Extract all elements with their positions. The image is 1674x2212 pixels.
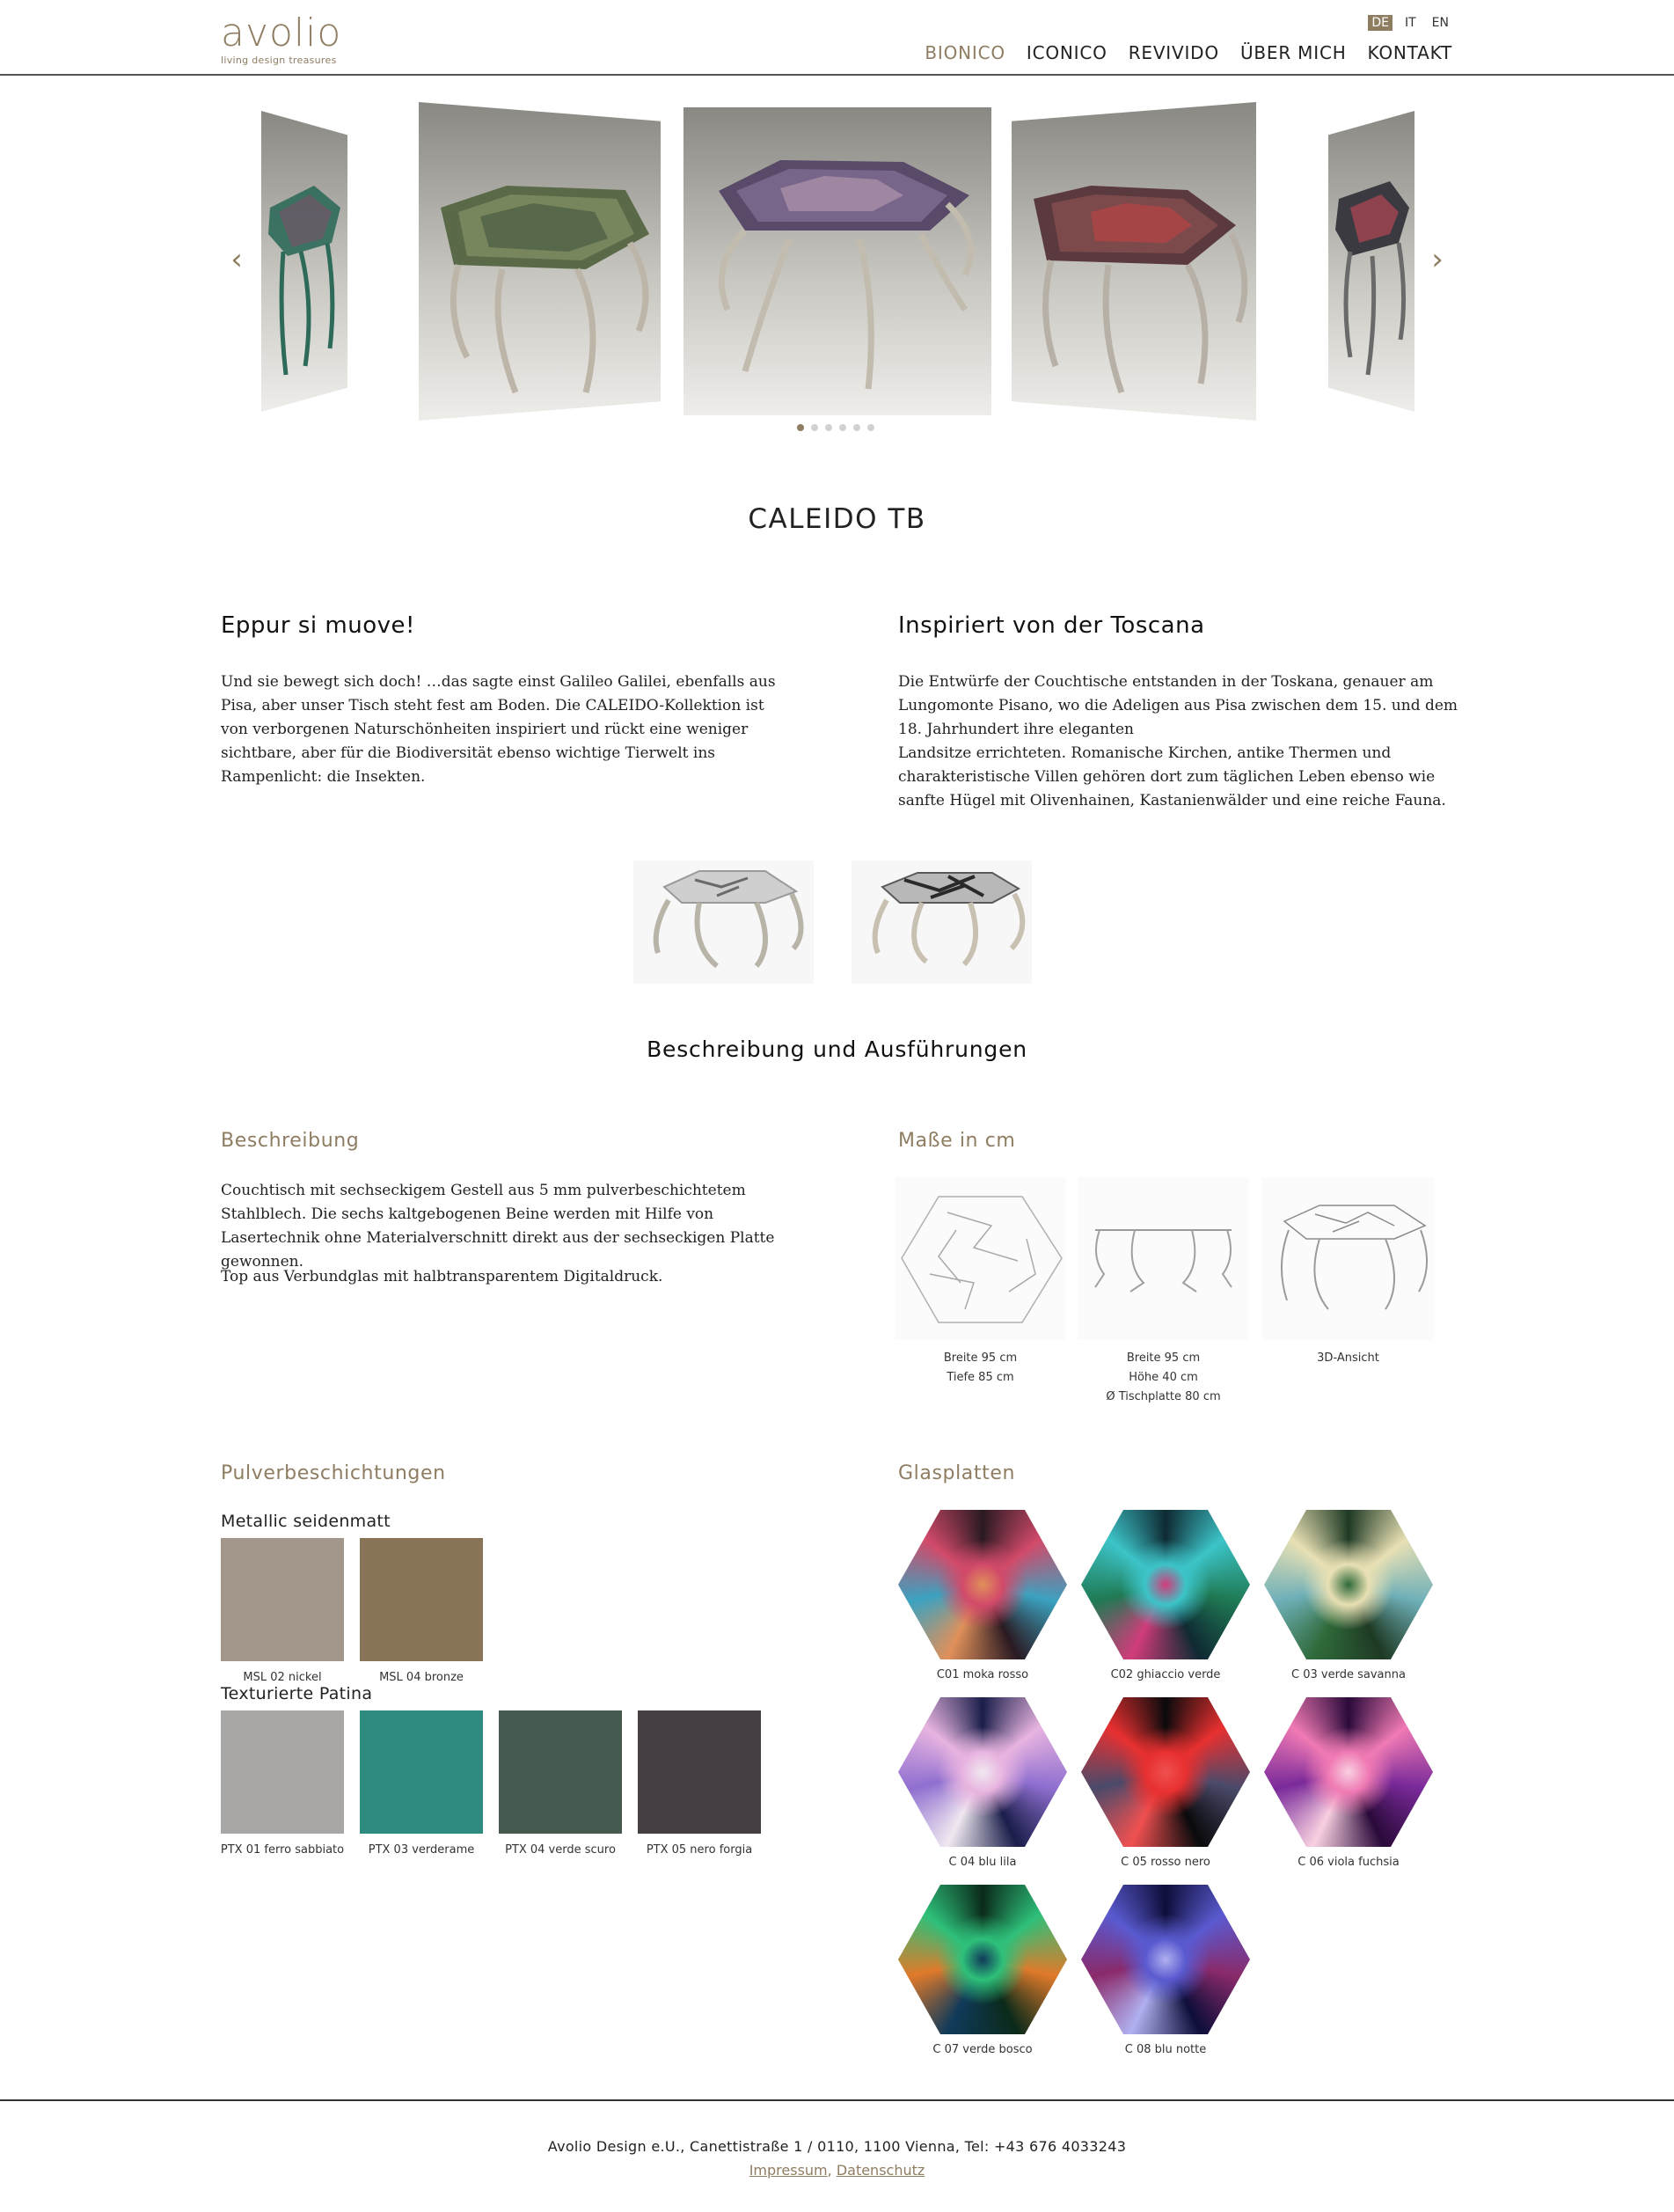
impressum-link[interactable]: Impressum: [749, 2162, 828, 2179]
dimension-caption: [895, 1349, 1066, 1388]
page-title: CALEIDO TB: [748, 503, 926, 535]
intro-right-text-2: Landsitze errichteten. Romanische Kirchen, antike Thermen und charakteristische Villen gehören dort zum täglichen Leben ebenso wie sanfte Hügel mit Olivenhainen, Kastanienwälder und eine reiche Fauna.: [898, 744, 1446, 809]
logo-tagline: living design treasures: [221, 55, 337, 66]
carousel-dot[interactable]: [839, 424, 846, 431]
glass-pattern-swatch[interactable]: [898, 1885, 1067, 2034]
dimension-line: Ø Tischplatte 80 cm: [1106, 1390, 1221, 1403]
dimension-drawing-top: [895, 1177, 1066, 1340]
glass-label: C 03 verde savanna: [1291, 1668, 1406, 1681]
glass-pattern-swatch[interactable]: [1081, 1510, 1250, 1659]
coating-swatch[interactable]: [221, 1538, 344, 1661]
carousel-slide[interactable]: [261, 111, 347, 412]
glass-pattern-swatch[interactable]: [898, 1697, 1067, 1847]
section-heading: Beschreibung und Ausführungen: [647, 1036, 1027, 1062]
chevron-right-icon[interactable]: ›: [1431, 242, 1444, 277]
dimension-caption: [1262, 1349, 1434, 1368]
language-switcher: [1368, 15, 1452, 31]
carousel-dot[interactable]: [867, 424, 874, 431]
site-footer: [0, 2099, 1674, 2212]
logo-wordmark: avolio: [221, 11, 342, 55]
coating-swatch[interactable]: [221, 1710, 344, 1834]
glass-label: C 04 blu lila: [948, 1856, 1017, 1869]
intro-left-text: Und sie bewegt sich doch! …das sagte einst Galileo Galilei, ebenfalls aus Pisa, aber unser Tisch steht fest am Boden. Die CALEIDO-Kollektion ist von verborgenen Naturschönheiten inspiriert und rückt eine weniger sichtbare, aber für die Biodiversität ebenso wichtige Tierwelt ins Rampenlicht: die Insekten.: [221, 673, 776, 786]
description-heading: Beschreibung: [221, 1130, 360, 1152]
footer-address: Avolio Design e.U., Canettistraße 1 / 0110, 1100 Vienna, Tel: +43 676 4033243: [547, 2138, 1127, 2155]
nav-kontakt[interactable]: KONTAKT: [1367, 42, 1452, 63]
glass-pattern-swatch[interactable]: [898, 1510, 1067, 1659]
site-header: [0, 0, 1674, 76]
glass-label: C 06 viola fuchsia: [1298, 1856, 1400, 1869]
glass-label: C02 ghiaccio verde: [1110, 1668, 1221, 1681]
table-sketch-image: [633, 861, 814, 984]
coating-label: PTX 03 verderame: [368, 1843, 475, 1857]
coating-label: PTX 04 verde scuro: [505, 1843, 616, 1857]
dimension-line: Tiefe 85 cm: [947, 1371, 1014, 1384]
coating-label: MSL 02 nickel: [243, 1671, 322, 1684]
glass-heading: Glasplatten: [898, 1462, 1015, 1484]
lang-de[interactable]: DE: [1368, 15, 1393, 31]
glass-label: C 05 rosso nero: [1121, 1856, 1210, 1869]
coating-group-heading: Metallic seidenmatt: [221, 1512, 391, 1531]
footer-links: [0, 2162, 1674, 2179]
coating-label: PTX 01 ferro sabbiato: [220, 1843, 345, 1857]
glass-pattern-swatch[interactable]: [1081, 1885, 1250, 2034]
lang-en[interactable]: EN: [1431, 16, 1449, 30]
glass-label: C 08 blu notte: [1124, 2043, 1207, 2056]
carousel-slide[interactable]: [683, 107, 991, 415]
dimension-line: Höhe 40 cm: [1129, 1371, 1198, 1384]
datenschutz-link[interactable]: Datenschutz: [836, 2162, 925, 2179]
dimension-drawing-side: [1078, 1177, 1249, 1340]
description-text: Couchtisch mit sechseckigem Gestell aus 5 mm pulverbeschichtetem Stahlblech. Die sechs kaltgebogenen Beine werden mit Hilfe von Lasertechnik ohne Materialverschnitt direkt aus der sechseckigen Platte gewonnen.: [221, 1182, 775, 1271]
coating-swatch[interactable]: [638, 1710, 761, 1834]
product-carousel: [0, 97, 1674, 440]
carousel-dot[interactable]: [825, 424, 832, 431]
glass-pattern-swatch[interactable]: [1081, 1697, 1250, 1847]
coatings-heading: Pulverbeschichtungen: [221, 1462, 446, 1484]
dimension-line: 3D-Ansicht: [1317, 1351, 1379, 1365]
carousel-dot[interactable]: [853, 424, 860, 431]
nav-bionico[interactable]: BIONICO: [925, 42, 1005, 63]
chevron-left-icon[interactable]: ‹: [230, 242, 243, 277]
carousel-dot[interactable]: [811, 424, 818, 431]
description-text: Top aus Verbundglas mit halbtransparentem Digitaldruck.: [221, 1268, 663, 1285]
dimension-line: Breite 95 cm: [1126, 1351, 1201, 1365]
coating-swatch[interactable]: [499, 1710, 622, 1834]
coating-label: PTX 05 nero forgia: [646, 1843, 753, 1857]
carousel-dots: [797, 424, 874, 431]
table-sketch-image: [852, 861, 1032, 984]
coating-swatch[interactable]: [360, 1710, 483, 1834]
main-nav: [925, 42, 1452, 63]
lang-it[interactable]: IT: [1404, 16, 1416, 30]
nav-iconico[interactable]: ICONICO: [1026, 42, 1107, 63]
coating-swatch[interactable]: [360, 1538, 483, 1661]
footer-separator: ,: [827, 2162, 837, 2179]
glass-pattern-swatch[interactable]: [1264, 1510, 1433, 1659]
dimension-drawing-3d: [1262, 1177, 1434, 1340]
dimension-line: Breite 95 cm: [943, 1351, 1018, 1365]
glass-label: C01 moka rosso: [936, 1668, 1029, 1681]
carousel-slide[interactable]: [1328, 111, 1414, 412]
intro-right-heading: Inspiriert von der Toscana: [898, 612, 1205, 639]
dimensions-heading: Maße in cm: [898, 1130, 1016, 1152]
coating-group-heading: Texturierte Patina: [221, 1684, 373, 1703]
intro-right-text: [898, 670, 1461, 813]
dimension-caption: [1078, 1349, 1249, 1407]
nav-revivido[interactable]: REVIVIDO: [1128, 42, 1219, 63]
carousel-dot[interactable]: [797, 424, 804, 431]
intro-left-heading: Eppur si muove!: [221, 612, 415, 639]
carousel-slide[interactable]: [1012, 102, 1256, 421]
coating-label: MSL 04 bronze: [379, 1671, 464, 1684]
glass-pattern-swatch[interactable]: [1264, 1697, 1433, 1847]
glass-label: C 07 verde bosco: [932, 2043, 1033, 2056]
nav-ueber-mich[interactable]: ÜBER MICH: [1239, 42, 1347, 63]
logo[interactable]: [221, 11, 342, 66]
carousel-slide[interactable]: [419, 102, 661, 421]
intro-right-text-1: Die Entwürfe der Couchtische entstanden in der Toskana, genauer am Lungomonte Pisano, wo die Adeligen aus Pisa zwischen dem 15. und dem 18. Jahrhundert ihre eleganten: [898, 673, 1458, 738]
